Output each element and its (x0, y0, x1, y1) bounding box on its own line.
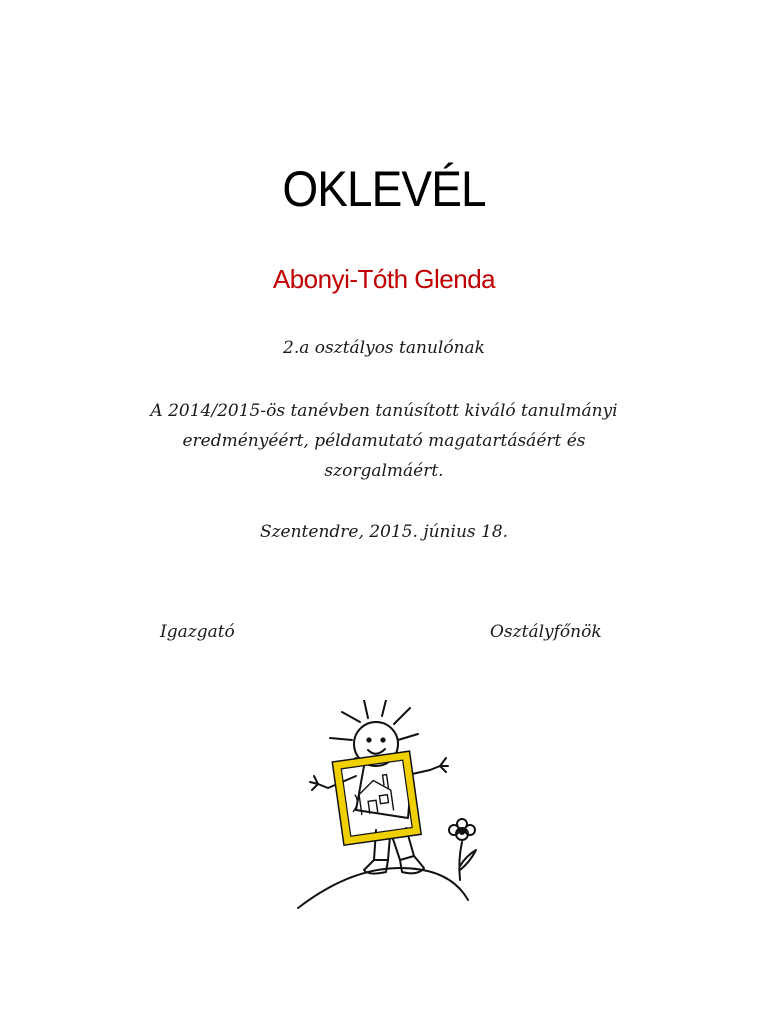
certificate-title: OKLEVÉL (282, 161, 486, 217)
reason-line: A 2014/2015-ös tanévben tanúsított kiváló tanulmányi (150, 401, 618, 421)
signature-class-teacher: Osztályfőnök (490, 622, 602, 642)
recipient-name: Abonyi-Tóth Glenda (272, 264, 496, 294)
award-reason (134, 396, 634, 486)
reason-line: eredményéért, példamutató magatartásáért és (182, 431, 586, 451)
child-drawing-icon (290, 700, 490, 910)
class-line: 2.a osztályos tanulónak (283, 338, 485, 358)
signature-principal: Igazgató (160, 622, 235, 642)
hill-line (298, 868, 468, 908)
reason-line: szorgalmáért. (324, 461, 444, 481)
place-date: Szentendre, 2015. június 18. (259, 522, 509, 542)
